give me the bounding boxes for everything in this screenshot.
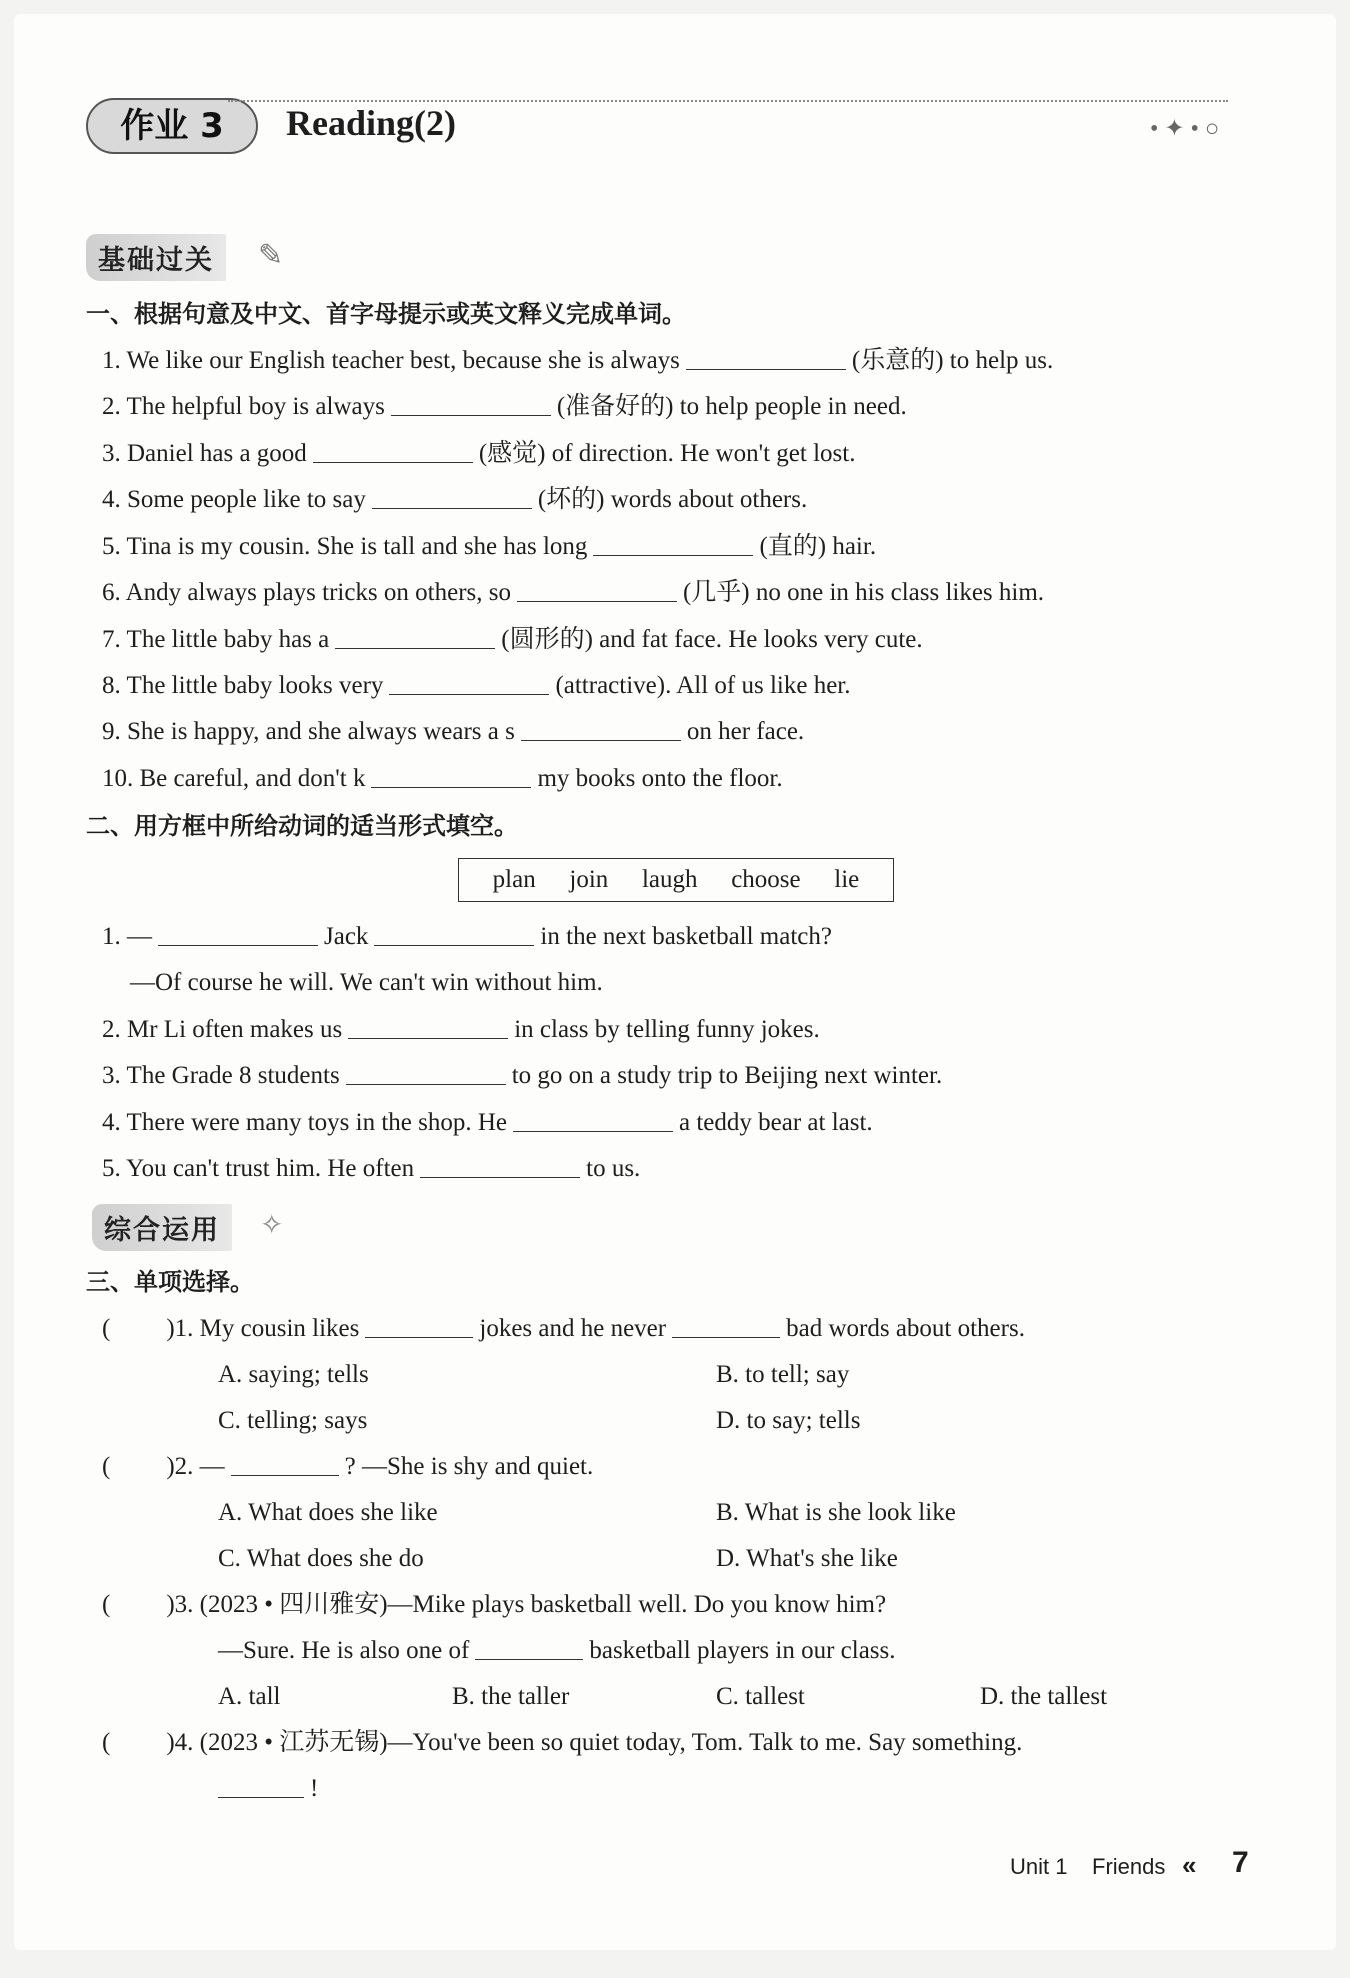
sparkle-icon: • ✦ • ○ <box>1150 116 1220 142</box>
section-badge-basic: 基础过关 <box>86 234 226 281</box>
word-option: lie <box>834 866 860 893</box>
page-title: Reading(2) <box>286 103 456 143</box>
s1-item: 10. Be careful, and don't k my books onto the floor. <box>102 765 783 792</box>
word-option: plan <box>492 866 536 893</box>
mc-question: ( )1. My cousin likes jokes and he never bad words about others. <box>102 1315 1025 1342</box>
s2-item: 4. There were many toys in the shop. He a teddy bear at last. <box>102 1109 873 1136</box>
mc-option: D. What's she like <box>716 1545 898 1572</box>
homework-badge: 作业 3 <box>86 98 258 154</box>
mc-question-line2: ! <box>218 1772 318 1806</box>
worksheet-page <box>14 14 1336 1950</box>
footer-unit-title: Friends <box>1092 1854 1166 1879</box>
page-number: 7 <box>1232 1846 1249 1879</box>
mc-question: ( )2. — ? —She is shy and quiet. <box>102 1453 594 1480</box>
s1-item: 9. She is happy, and she always wears a s on her face. <box>102 718 805 745</box>
mc-option: C. telling; says <box>218 1407 368 1434</box>
mc-option: C. What does she do <box>218 1545 424 1572</box>
footer-unit: Unit 1 <box>1010 1854 1068 1879</box>
mc-question: ( )3. (2023 • 四川雅安)—Mike plays basketball well. Do you know him? <box>102 1591 887 1618</box>
s2-answer: —Of course he will. We can't win without him. <box>130 969 603 996</box>
s1-item: 5. Tina is my cousin. She is tall and she has long (直的) hair. <box>102 533 877 560</box>
mc-option: B. the taller <box>452 1683 570 1710</box>
mc-option: D. to say; tells <box>716 1407 861 1434</box>
section3-heading: 三、单项选择。 <box>86 1268 254 1296</box>
header-divider <box>228 100 1228 102</box>
mc-question: ( )4. (2023 • 江苏无锡)—You've been so quiet today, Tom. Talk to me. Say something. <box>102 1729 1023 1756</box>
section2-heading: 二、用方框中所给动词的适当形式填空。 <box>86 812 518 840</box>
mc-option: C. tallest <box>716 1683 805 1710</box>
chevron-left-icon: « <box>1182 1850 1197 1880</box>
mc-option: D. the tallest <box>980 1683 1108 1710</box>
section1-heading: 一、根据句意及中文、首字母提示或英文释义完成单词。 <box>86 300 686 328</box>
s1-item: 8. The little baby looks very (attractive). All of us like her. <box>102 672 851 699</box>
s2-item: 1. — Jack in the next basketball match? <box>102 923 832 950</box>
mc-option: A. What does she like <box>218 1499 438 1526</box>
mc-option: A. tall <box>218 1683 281 1710</box>
s2-item: 2. Mr Li often makes us in class by telling funny jokes. <box>102 1016 820 1043</box>
word-box <box>458 858 894 902</box>
s1-item: 6. Andy always plays tricks on others, so (几乎) no one in his class likes him. <box>102 579 1045 606</box>
mc-option: B. to tell; say <box>716 1361 850 1388</box>
word-option: choose <box>731 866 801 893</box>
mc-option: A. saying; tells <box>218 1361 369 1388</box>
mc-question-line2: —Sure. He is also one of basketball players in our class. <box>218 1637 896 1664</box>
s2-item: 3. The Grade 8 students to go on a study trip to Beijing next winter. <box>102 1062 943 1089</box>
section-badge-comprehensive: 综合运用 <box>92 1204 232 1251</box>
s2-item: 5. You can't trust him. He often to us. <box>102 1155 641 1182</box>
s1-item: 7. The little baby has a (圆形的) and fat face. He looks very cute. <box>102 626 923 653</box>
mc-option: B. What is she look like <box>716 1499 956 1526</box>
word-option: laugh <box>641 866 698 893</box>
s1-item: 3. Daniel has a good (感觉) of direction. He won't get lost. <box>102 440 856 467</box>
pencil-icon: ✎ <box>258 239 284 272</box>
s1-item: 2. The helpful boy is always (准备好的) to help people in need. <box>102 393 907 420</box>
star-icon: ✧ <box>260 1210 284 1241</box>
s1-item: 1. We like our English teacher best, because she is always (乐意的) to help us. <box>102 347 1054 374</box>
s1-item: 4. Some people like to say (坏的) words about others. <box>102 486 808 513</box>
word-option: join <box>569 866 609 893</box>
